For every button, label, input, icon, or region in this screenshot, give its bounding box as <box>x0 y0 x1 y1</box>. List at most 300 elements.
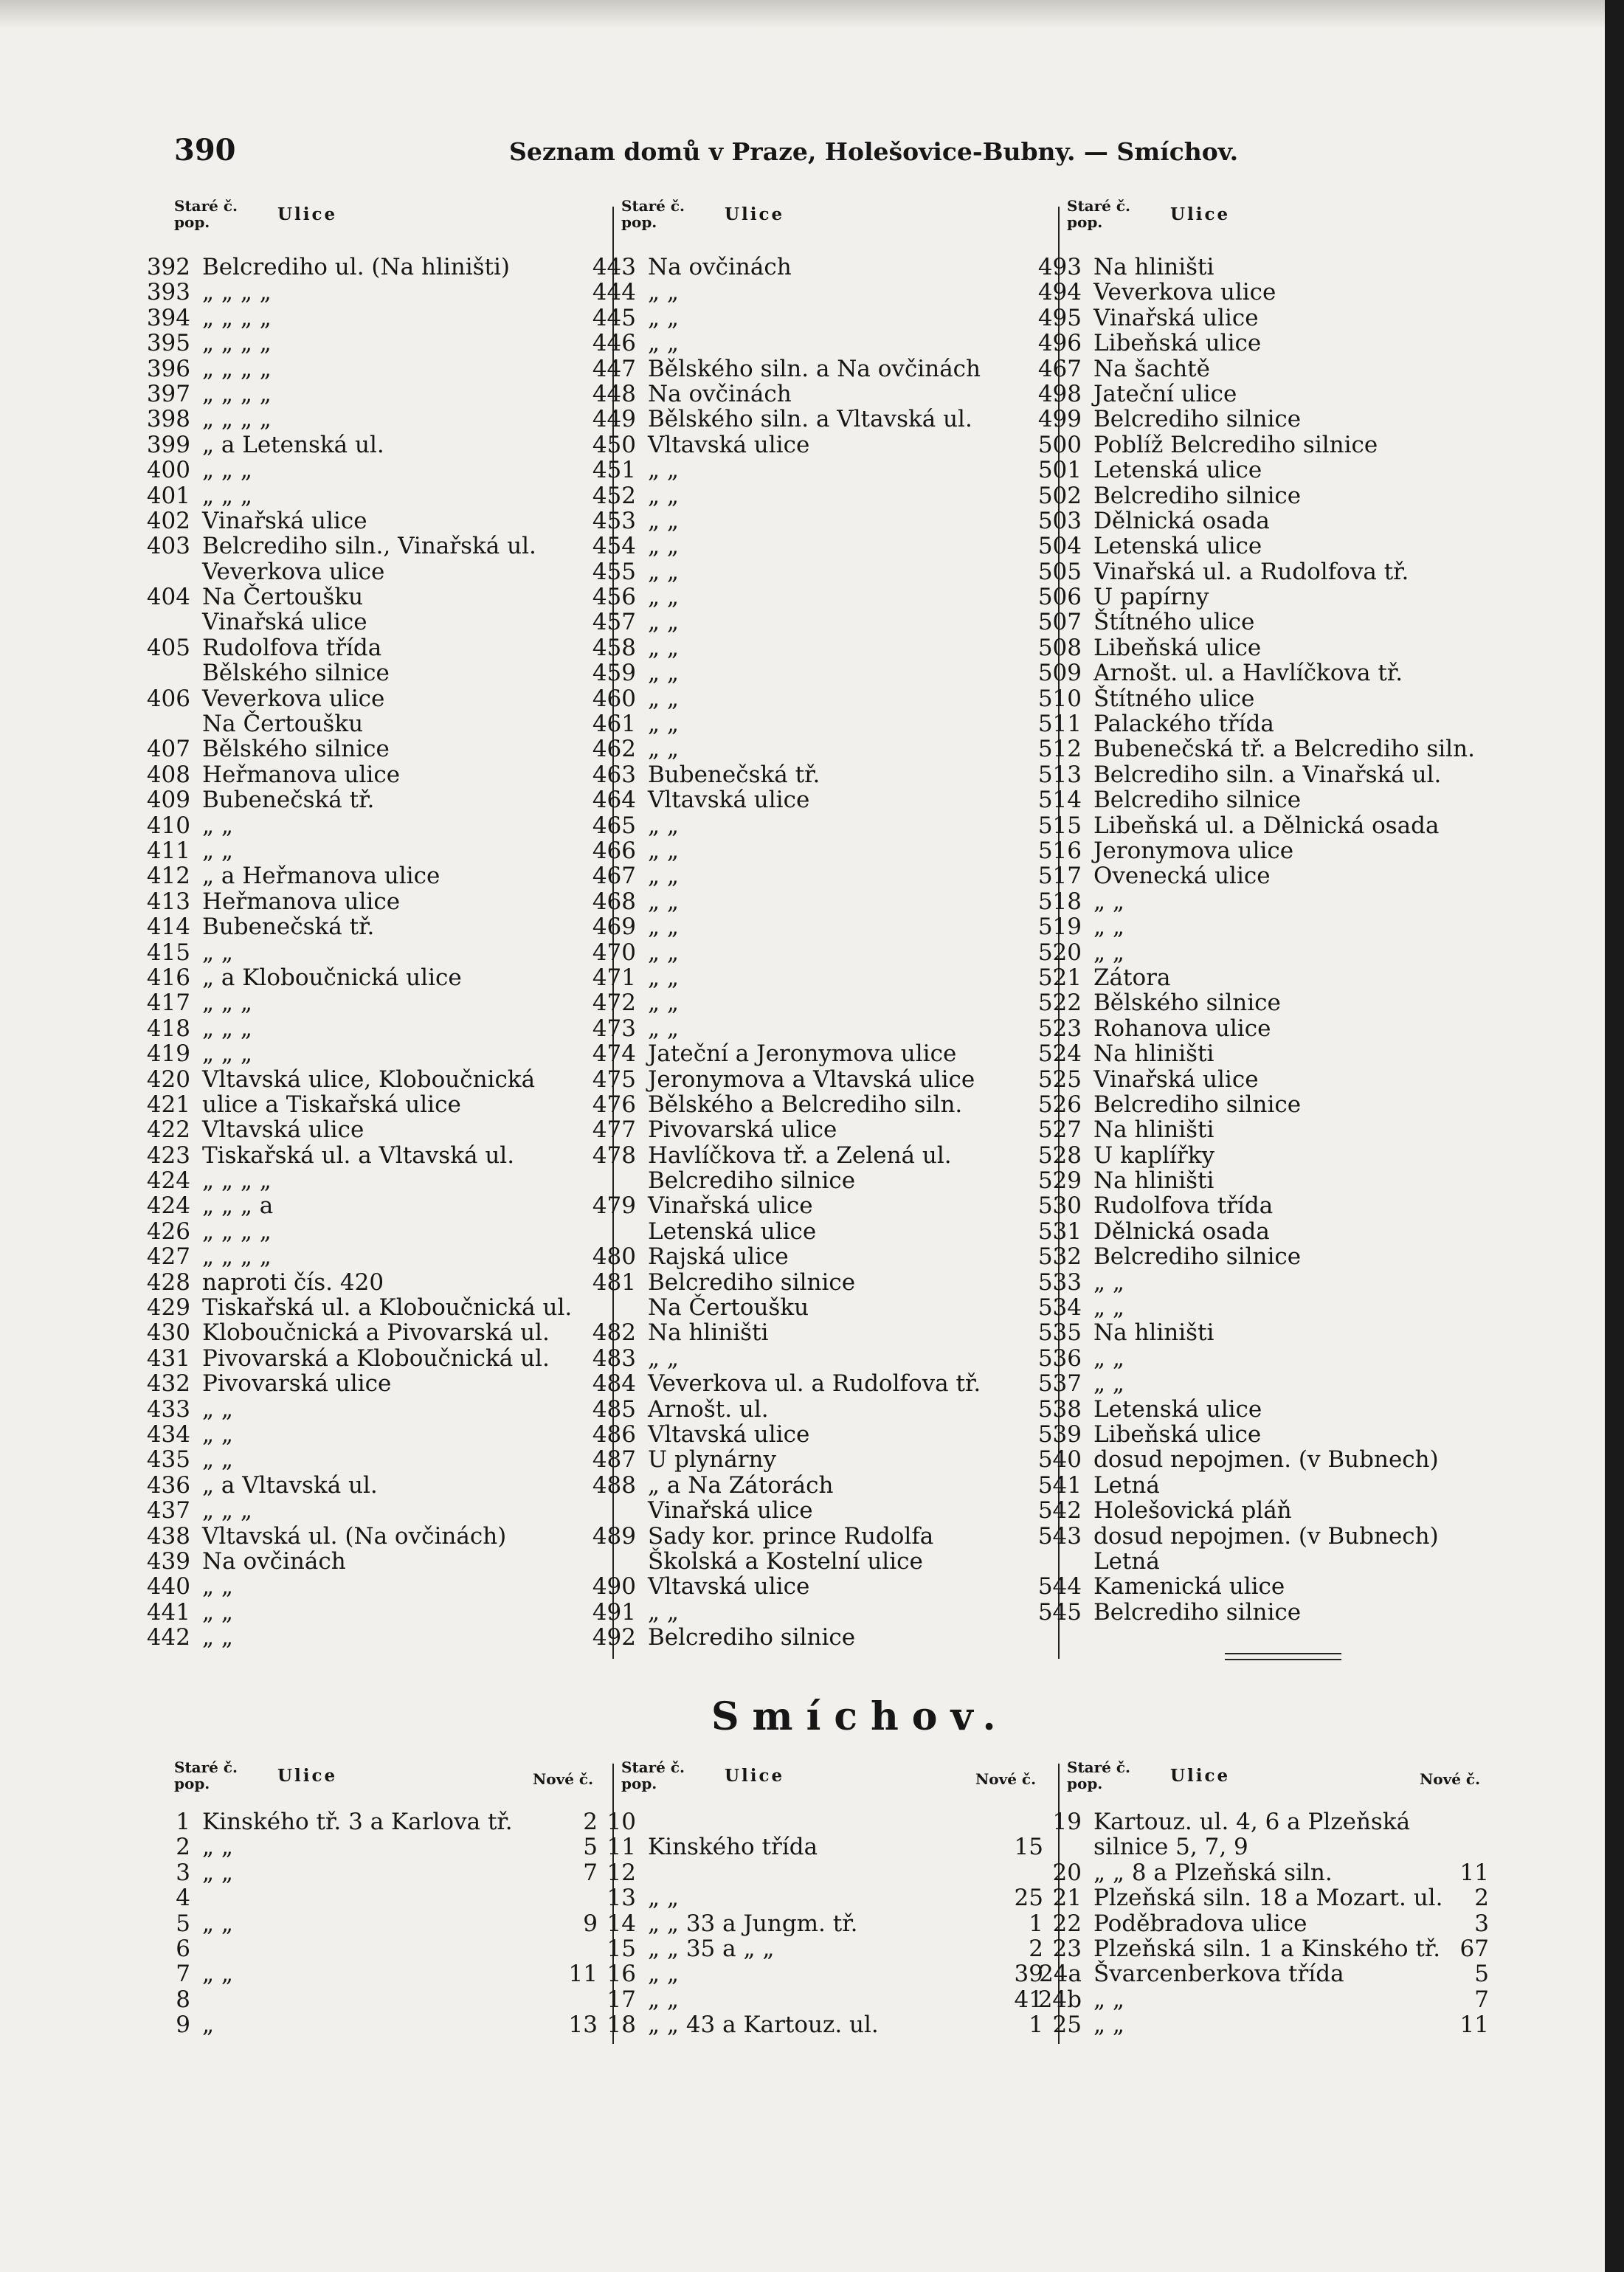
street-name: Bubenečská tř. <box>648 761 820 788</box>
old-house-number: 458 <box>592 634 636 661</box>
old-house-number: 401 <box>146 482 190 509</box>
street-name: Na Čertoušku <box>202 711 364 738</box>
table-row <box>1024 2012 1496 2037</box>
table-row <box>578 1473 1051 1498</box>
old-house-number: 407 <box>146 736 190 763</box>
street-name: „ „ <box>648 609 679 636</box>
street-name: „ „ <box>648 279 679 306</box>
table-row <box>133 1885 605 1910</box>
table-row <box>1024 1041 1496 1066</box>
table-row <box>133 2012 605 2037</box>
table-row <box>133 863 605 888</box>
new-house-number: 7 <box>1474 1986 1489 2013</box>
old-house-number: 449 <box>592 406 636 433</box>
table-row <box>133 660 605 686</box>
street-name: Dělnická osada <box>1093 1218 1270 1245</box>
table-row <box>578 1067 1051 1092</box>
street-name: Tiskařská ul. a Kloboučnická ul. <box>202 1294 573 1322</box>
table-row <box>133 1270 605 1295</box>
table-row <box>578 686 1051 711</box>
table-row <box>1024 736 1496 762</box>
street-name: „ „ „ <box>202 457 252 484</box>
street-name: Libeňská ul. a Dělnická osada <box>1093 812 1440 839</box>
col-new-number-label: Nové č. <box>975 1770 1037 1788</box>
col-old-number-label: Staré č. pop. <box>1067 197 1131 231</box>
table-row <box>1024 1936 1496 1961</box>
table-row <box>133 1809 605 1834</box>
table-row <box>1024 1067 1496 1092</box>
table-row <box>578 381 1051 407</box>
smichov-column-3 <box>1024 1809 1496 2038</box>
street-name: Bubenečská tř. a Belcrediho siln. <box>1093 736 1475 763</box>
street-name: „ „ „ „ <box>202 380 272 407</box>
old-house-number: 500 <box>1037 431 1082 458</box>
old-house-number: 442 <box>146 1624 190 1651</box>
street-name: Rohanova ulice <box>1093 1015 1271 1042</box>
old-house-number: 411 <box>146 837 190 864</box>
table-row <box>578 584 1051 610</box>
street-name: „ „ <box>648 330 679 357</box>
table-row <box>1024 940 1496 965</box>
table-row <box>578 1371 1051 1396</box>
street-name: „ „ <box>202 1598 233 1626</box>
new-house-number: 1 <box>1029 2012 1043 2039</box>
table-row <box>133 889 605 914</box>
table-row <box>1024 457 1496 483</box>
new-house-number: 39 <box>1014 1961 1043 1988</box>
street-name: Poblíž Belcrediho silnice <box>1093 431 1378 458</box>
table-row <box>578 1397 1051 1422</box>
street-name: „ „ „ <box>202 1015 252 1042</box>
old-house-number: 530 <box>1037 1192 1082 1220</box>
table-row <box>578 2012 1051 2037</box>
old-house-number: 491 <box>592 1598 636 1626</box>
table-row <box>133 1447 605 1472</box>
street-name: Veverkova ulice <box>202 685 385 712</box>
table-row <box>578 965 1051 990</box>
street-name: Letná <box>1093 1471 1160 1499</box>
table-row <box>133 508 605 534</box>
table-row <box>133 331 605 356</box>
table-row <box>1024 1600 1496 1625</box>
table-row <box>578 838 1051 863</box>
street-name: „ „ „ <box>202 990 252 1017</box>
street-name: Vinařská ulice <box>202 609 367 636</box>
street-name: Vltavská ulice, Kloboučnická <box>202 1066 536 1093</box>
old-house-number: 447 <box>592 355 636 382</box>
old-house-number: 417 <box>146 990 190 1017</box>
street-name: Belcrediho siln. a Vinařská ul. <box>1093 761 1442 788</box>
col-street-label: Ulice <box>725 1766 785 1786</box>
street-name: „ „ <box>1093 939 1124 966</box>
old-house-number: 488 <box>592 1471 636 1499</box>
old-house-number: 453 <box>592 507 636 534</box>
old-house-number: 527 <box>1037 1116 1082 1144</box>
street-name: Belcrediho silnice <box>1093 1598 1302 1626</box>
col-old-number-label: Staré č. pop. <box>621 1758 685 1792</box>
old-house-number: 474 <box>592 1040 636 1068</box>
street-name: „ „ <box>648 736 679 763</box>
old-house-number: 526 <box>1037 1091 1082 1118</box>
street-name: „ „ <box>202 1859 233 1886</box>
street-name: Rajská ulice <box>648 1243 789 1271</box>
street-name: Plzeňská siln. 1 a Kinského tř. <box>1093 1935 1441 1962</box>
old-house-number: 480 <box>592 1243 636 1271</box>
old-house-number: 445 <box>592 304 636 331</box>
street-name: „ „ <box>1093 1370 1124 1398</box>
street-name: Veverkova ul. a Rudolfova tř. <box>648 1370 981 1398</box>
street-name: „ „ <box>1093 1344 1124 1372</box>
old-house-number: 504 <box>1037 533 1082 560</box>
street-name: „ a Na Zátorách <box>648 1471 834 1499</box>
table-row <box>133 1860 605 1885</box>
table-row <box>1024 1885 1496 1910</box>
section-rule <box>1225 1659 1341 1660</box>
old-house-number: 422 <box>146 1116 190 1144</box>
old-house-number: 494 <box>1037 279 1082 306</box>
street-name: Na hliništi <box>1093 254 1214 280</box>
old-house-number: 492 <box>592 1624 636 1651</box>
table-row <box>133 940 605 965</box>
col-old-number-label: Staré č. pop. <box>621 197 685 231</box>
old-house-number: 399 <box>146 431 190 458</box>
table-row <box>578 1936 1051 1961</box>
street-name: Vinařská ul. a Rudolfova tř. <box>1093 558 1409 585</box>
old-house-number: 469 <box>592 914 636 941</box>
table-row <box>578 559 1051 584</box>
street-name: Štítného ulice <box>1093 685 1255 712</box>
new-house-number: 2 <box>1029 1935 1043 1962</box>
street-name: Kinského tř. 3 a Karlova tř. <box>202 1809 513 1835</box>
table-row <box>1024 1295 1496 1320</box>
street-name: „ „ <box>202 939 233 966</box>
table-row <box>578 1092 1051 1117</box>
old-house-number: 19 <box>1052 1809 1082 1835</box>
street-name: „ „ <box>648 812 679 839</box>
col-new-number-label: Nové č. <box>1420 1770 1481 1788</box>
street-name: „ „ „ <box>202 1040 252 1068</box>
scan-border <box>1605 0 1624 2272</box>
old-house-number: 467 <box>592 863 636 890</box>
table-row <box>133 1092 605 1117</box>
old-house-number: 439 <box>146 1547 190 1575</box>
column-header <box>621 1759 1049 1792</box>
table-row <box>578 990 1051 1015</box>
street-name: „ „ 8 a Plzeňská siln. <box>1093 1859 1333 1886</box>
table-row <box>1024 686 1496 711</box>
old-house-number: 433 <box>146 1395 190 1423</box>
table-row <box>1024 813 1496 838</box>
col-old-number-label: Staré č. pop. <box>174 197 238 231</box>
table-row <box>1024 280 1496 305</box>
street-name: Vltavská ulice <box>648 1573 810 1601</box>
old-house-number: 543 <box>1037 1522 1082 1550</box>
table-row <box>133 686 605 711</box>
old-house-number: 409 <box>146 787 190 814</box>
old-house-number: 14 <box>607 1910 636 1937</box>
table-row <box>1024 1244 1496 1269</box>
table-row <box>133 1193 605 1218</box>
street-name: U papírny <box>1093 584 1209 611</box>
table-row <box>1024 331 1496 356</box>
table-row <box>578 762 1051 787</box>
new-house-number: 67 <box>1459 1935 1489 1962</box>
street-name: Na ovčinách <box>202 1547 346 1575</box>
section-rule <box>1225 1653 1341 1654</box>
street-name: Vltavská ulice <box>648 431 810 458</box>
street-name: Vltavská ulice <box>648 787 810 814</box>
street-name: Letenská ulice <box>1093 533 1262 560</box>
table-row <box>1024 863 1496 888</box>
old-house-number: 393 <box>146 279 190 306</box>
old-house-number: 481 <box>592 1268 636 1296</box>
street-name: Havlíčkova tř. a Zelená ul. <box>648 1142 952 1169</box>
old-house-number: 452 <box>592 482 636 509</box>
old-house-number: 467 <box>1037 355 1082 382</box>
table-row <box>1024 584 1496 610</box>
street-name: Na ovčinách <box>648 380 792 407</box>
old-house-number: 532 <box>1037 1243 1082 1271</box>
new-house-number: 5 <box>583 1834 598 1861</box>
old-house-number: 406 <box>146 685 190 712</box>
street-name: „ „ <box>648 990 679 1017</box>
old-house-number: 515 <box>1037 812 1082 839</box>
street-name: „ „ <box>648 1885 679 1912</box>
table-row <box>578 660 1051 686</box>
street-name: Na hliništi <box>1093 1116 1214 1144</box>
table-row <box>578 331 1051 356</box>
street-name: Libeňská ulice <box>1093 330 1262 357</box>
table-row <box>133 1574 605 1599</box>
street-name: Letenská ulice <box>1093 1395 1262 1423</box>
table-row <box>1024 534 1496 559</box>
street-name: Vltavská ulice <box>202 1116 364 1144</box>
street-name: Vinařská ulice <box>648 1497 813 1525</box>
old-house-number: 542 <box>1037 1497 1082 1525</box>
old-house-number: 529 <box>1037 1167 1082 1195</box>
old-house-number: 392 <box>146 254 190 280</box>
table-row <box>578 914 1051 939</box>
table-row <box>578 635 1051 660</box>
old-house-number: 486 <box>592 1420 636 1448</box>
table-row <box>578 1447 1051 1472</box>
old-house-number: 436 <box>146 1471 190 1499</box>
table-row <box>1024 990 1496 1015</box>
table-row <box>578 1625 1051 1650</box>
table-row <box>578 508 1051 534</box>
street-name: Bělského siln. a Na ovčinách <box>648 355 981 382</box>
old-house-number: 12 <box>607 1859 636 1886</box>
smichov-column-2 <box>578 1809 1051 2038</box>
street-name: Jeronymova ulice <box>1093 837 1294 864</box>
table-row <box>133 1524 605 1549</box>
old-house-number: 419 <box>146 1040 190 1068</box>
old-house-number: 461 <box>592 711 636 738</box>
new-house-number: 11 <box>1459 1859 1489 1886</box>
table-row <box>133 1320 605 1345</box>
table-row <box>133 1625 605 1650</box>
table-row <box>578 1600 1051 1625</box>
old-house-number: 404 <box>146 584 190 611</box>
table-row <box>133 559 605 584</box>
table-row <box>578 1987 1051 2012</box>
street-name: „ „ <box>202 1910 233 1937</box>
old-house-number: 482 <box>592 1319 636 1347</box>
old-house-number: 521 <box>1037 964 1082 991</box>
street-name: Belcrediho siln., Vinařská ul. <box>202 533 536 560</box>
old-house-number: 541 <box>1037 1471 1082 1499</box>
old-house-number: 405 <box>146 634 190 661</box>
old-house-number: 519 <box>1037 914 1082 941</box>
street-name: „ „ „ „ <box>202 1167 272 1195</box>
old-house-number: 472 <box>592 990 636 1017</box>
street-name: Dělnická osada <box>1093 507 1270 534</box>
old-house-number: 435 <box>146 1446 190 1474</box>
old-house-number: 431 <box>146 1344 190 1372</box>
column-header <box>1067 1759 1495 1792</box>
old-house-number: 25 <box>1052 2012 1082 2039</box>
table-row <box>578 711 1051 736</box>
table-row <box>1024 1498 1496 1523</box>
old-house-number: 420 <box>146 1066 190 1093</box>
old-house-number: 438 <box>146 1522 190 1550</box>
old-house-number: 479 <box>592 1192 636 1220</box>
street-name: Belcrediho silnice <box>648 1167 856 1195</box>
street-name: „ „ <box>648 533 679 560</box>
table-row <box>133 1168 605 1193</box>
street-name: „ „ <box>202 1573 233 1601</box>
old-house-number: 437 <box>146 1497 190 1525</box>
table-row <box>1024 1143 1496 1168</box>
old-house-number: 487 <box>592 1446 636 1474</box>
street-name: Rudolfova třída <box>202 634 382 661</box>
table-row <box>133 711 605 736</box>
old-house-number: 412 <box>146 863 190 890</box>
street-name: Belcrediho silnice <box>1093 482 1302 509</box>
street-name: Bělského silnice <box>202 736 390 763</box>
old-house-number: 8 <box>176 1986 190 2013</box>
table-row <box>133 457 605 483</box>
old-house-number: 398 <box>146 406 190 433</box>
table-row <box>1024 787 1496 812</box>
street-name: „ „ <box>648 888 679 915</box>
street-name: Kinského třída <box>648 1834 818 1861</box>
table-row <box>1024 1447 1496 1472</box>
col-old-number-label: Staré č. pop. <box>1067 1758 1131 1792</box>
street-name: „ „ <box>648 1015 679 1042</box>
table-row <box>1024 1549 1496 1574</box>
table-row <box>1024 889 1496 914</box>
table-row <box>578 1574 1051 1599</box>
old-house-number: 524 <box>1037 1040 1082 1068</box>
old-house-number: 510 <box>1037 685 1082 712</box>
street-name: Bělského siln. a Vltavská ul. <box>648 406 972 433</box>
old-house-number: 432 <box>146 1370 190 1398</box>
old-house-number: 462 <box>592 736 636 763</box>
street-name: Arnošt. ul. a Havlíčkova tř. <box>1093 660 1403 687</box>
table-row <box>133 305 605 331</box>
old-house-number: 397 <box>146 380 190 407</box>
street-name: Na ovčinách <box>648 254 792 280</box>
table-row <box>133 635 605 660</box>
table-row <box>1024 1193 1496 1218</box>
table-row <box>578 1911 1051 1936</box>
old-house-number: 523 <box>1037 1015 1082 1042</box>
table-row <box>133 1244 605 1269</box>
table-row <box>578 1961 1051 1986</box>
old-house-number: 535 <box>1037 1319 1082 1347</box>
old-house-number: 410 <box>146 812 190 839</box>
street-name: „ „ <box>202 1961 233 1988</box>
old-house-number: 465 <box>592 812 636 839</box>
table-row <box>133 1143 605 1168</box>
table-row <box>1024 1168 1496 1193</box>
street-name: Kloboučnická a Pivovarská ul. <box>202 1319 550 1347</box>
table-row <box>578 1346 1051 1371</box>
old-house-number: 470 <box>592 939 636 966</box>
street-name: Plzeňská siln. 18 a Mozart. ul. <box>1093 1885 1443 1912</box>
street-name: „ „ <box>648 939 679 966</box>
table-row <box>578 1834 1051 1860</box>
table-row <box>133 1473 605 1498</box>
old-house-number: 3 <box>176 1859 190 1886</box>
street-name: Pivovarská ulice <box>648 1116 837 1144</box>
old-house-number: 489 <box>592 1522 636 1550</box>
old-house-number: 471 <box>592 964 636 991</box>
table-row <box>578 1320 1051 1345</box>
old-house-number: 10 <box>607 1809 636 1835</box>
table-row <box>133 965 605 990</box>
column-header <box>621 197 785 231</box>
street-name: Letenská ulice <box>1093 457 1262 484</box>
table-row <box>133 838 605 863</box>
street-name: Na hliništi <box>1093 1167 1214 1195</box>
old-house-number: 520 <box>1037 939 1082 966</box>
old-house-number: 511 <box>1037 711 1082 738</box>
table-row <box>578 432 1051 457</box>
table-row <box>578 1193 1051 1218</box>
street-name: Poděbradova ulice <box>1093 1910 1307 1937</box>
old-house-number: 509 <box>1037 660 1082 687</box>
table-row <box>1024 1016 1496 1041</box>
street-name: „ „ <box>648 863 679 890</box>
street-name: „ „ <box>202 1446 233 1474</box>
old-house-number: 400 <box>146 457 190 484</box>
old-house-number: 490 <box>592 1573 636 1601</box>
old-house-number: 408 <box>146 761 190 788</box>
street-name: Pivovarská ulice <box>202 1370 392 1398</box>
street-name: „ „ <box>648 964 679 991</box>
street-name: Švarcenberkova třída <box>1093 1961 1344 1988</box>
old-house-number: 468 <box>592 888 636 915</box>
street-name: „ „ <box>648 1961 679 1988</box>
old-house-number: 448 <box>592 380 636 407</box>
table-row <box>578 407 1051 432</box>
street-name: Vinařská ulice <box>1093 1066 1259 1093</box>
old-house-number: 544 <box>1037 1573 1082 1601</box>
street-name: „ a Vltavská ul. <box>202 1471 378 1499</box>
street-name: U plynárny <box>648 1446 776 1474</box>
street-name: Veverkova ulice <box>1093 279 1276 306</box>
street-name: Holešovická pláň <box>1093 1497 1292 1525</box>
old-house-number: 503 <box>1037 507 1082 534</box>
street-name: „ „ <box>202 1395 233 1423</box>
street-name: „ „ <box>648 660 679 687</box>
old-house-number: 403 <box>146 533 190 560</box>
table-row <box>1024 1961 1496 1986</box>
old-house-number: 525 <box>1037 1066 1082 1093</box>
old-house-number: 498 <box>1037 380 1082 407</box>
